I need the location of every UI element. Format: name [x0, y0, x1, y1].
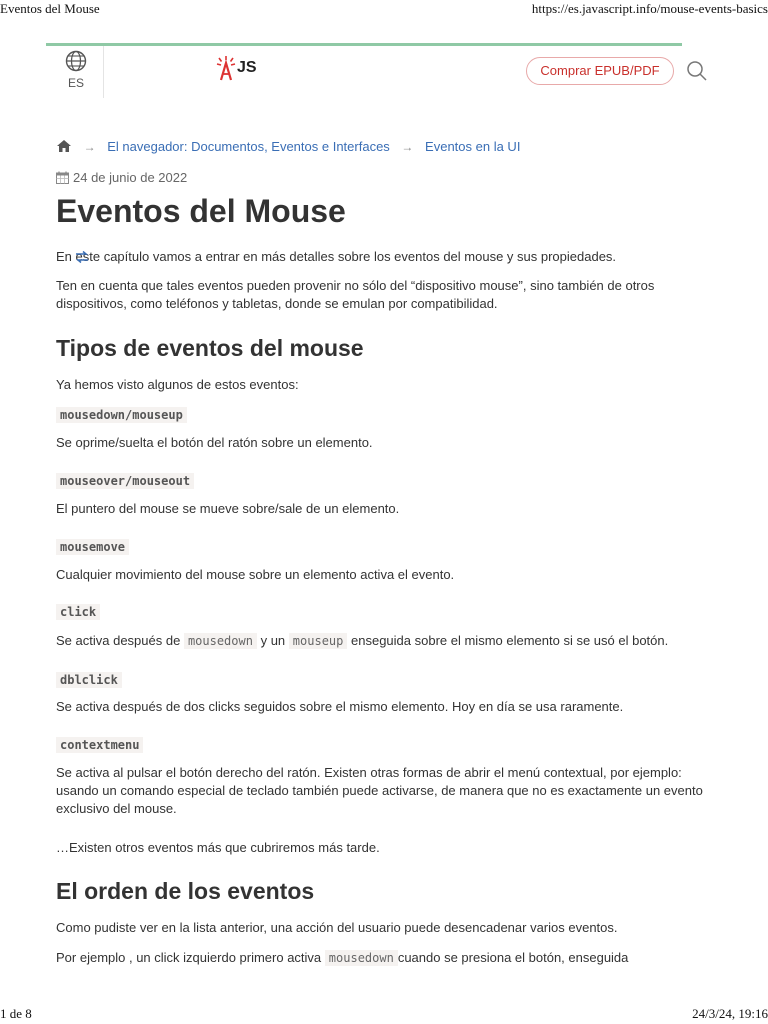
- print-title: Eventos del Mouse: [0, 1, 100, 16]
- click-desc-post: enseguida sobre el mismo elemento si se usó el botón.: [351, 633, 669, 648]
- event-desc-mousedown-mouseup: Se oprime/suelta el botón del ratón sobre un elemento.: [56, 435, 373, 450]
- event-desc-click: [56, 632, 716, 650]
- page-number: 1 de 8: [0, 1006, 32, 1021]
- section-heading-types: Tipos de eventos del mouse: [56, 335, 364, 361]
- breadcrumb: [56, 139, 520, 154]
- event-desc-contextmenu: Se activa al pulsar el botón derecho del ratón. Existen otras formas de abrir el menú contextual, por ejemplo: usando un comando especial de teclado también puede activarse, de manera que no es exactamente un evento exclusivo del mouse.: [56, 765, 703, 816]
- page-title: Eventos del Mouse: [56, 193, 346, 229]
- event-name-dblclick: dblclick: [56, 672, 122, 688]
- swap-arrows-icon: [74, 250, 90, 264]
- breadcrumb-link-browser[interactable]: El navegador: Documentos, Eventos e Interfaces: [107, 139, 390, 154]
- click-desc-pre: Se activa después de: [56, 633, 181, 648]
- inline-code-mousedown: mousedown: [325, 950, 398, 966]
- breadcrumb-link-ui-events[interactable]: Eventos en la UI: [425, 139, 521, 154]
- order-p2-post: cuando se presiona el botón, enseguida: [397, 950, 629, 965]
- print-header: [0, 0, 768, 18]
- event-name-contextmenu: contextmenu: [56, 737, 143, 753]
- calendar-icon: [56, 171, 69, 184]
- order-paragraph-2: [56, 949, 716, 967]
- intro-paragraph-2: Ten en cuenta que tales eventos pueden provenir no sólo del “dispositivo mouse”, sino también de otros dispositivos, como teléfonos y tabletas, donde se emulan por compatibilidad.: [56, 278, 655, 311]
- event-desc-mouseover-mouseout: El puntero del mouse se mueve sobre/sale de un elemento.: [56, 501, 400, 516]
- print-url: https://es.javascript.info/mouse-events-basics: [531, 1, 768, 16]
- globe-icon: [65, 50, 87, 72]
- article-date: [56, 170, 187, 185]
- top-accent-line: [46, 43, 682, 46]
- section-heading-order: El orden de los eventos: [56, 878, 315, 904]
- click-desc-mid: y un: [260, 633, 286, 648]
- breadcrumb-separator: →: [83, 140, 96, 154]
- event-desc-mousemove: Cualquier movimiento del mouse sobre un elemento activa el evento.: [56, 567, 455, 582]
- inline-code-mouseup: mouseup: [289, 633, 348, 649]
- site-logo[interactable]: [215, 54, 265, 82]
- date-text: 24 de junio de 2022: [73, 170, 188, 185]
- event-name-mouseover-mouseout: mouseover/mouseout: [56, 473, 194, 489]
- language-code: ES: [67, 76, 84, 90]
- logo-text: JS: [237, 59, 257, 76]
- breadcrumb-separator: →: [401, 140, 414, 154]
- order-paragraph-1: Como pudiste ver en la lista anterior, una acción del usuario puede desencadenar varios eventos.: [56, 920, 618, 935]
- event-name-mousemove: mousemove: [56, 539, 129, 555]
- search-icon[interactable]: [686, 60, 708, 82]
- section-lead: Ya hemos visto algunos de estos eventos:: [56, 377, 299, 392]
- event-name-mousedown-mouseup: mousedown/mouseup: [56, 407, 187, 423]
- language-selector[interactable]: [56, 50, 96, 90]
- header-divider: [103, 46, 104, 98]
- event-name-click: click: [56, 604, 100, 620]
- inline-code-mousedown: mousedown: [184, 633, 257, 649]
- buy-epub-pdf-button[interactable]: Comprar EPUB/PDF: [526, 57, 674, 85]
- print-footer: [0, 1006, 768, 1024]
- intro-paragraph-1: En este capítulo vamos a entrar en más detalles sobre los eventos del mouse y sus propiedades.: [56, 249, 617, 264]
- order-p2-pre: Por ejemplo , un click izquierdo primero activa: [56, 950, 322, 965]
- logo-icon: [215, 54, 237, 82]
- section-outro: …Existen otros eventos más que cubriremos más tarde.: [56, 840, 380, 855]
- event-desc-dblclick: Se activa después de dos clicks seguidos sobre el mismo elemento. Hoy en día se usa raramente.: [56, 699, 624, 714]
- print-datetime: 24/3/24, 19:16: [692, 1006, 768, 1021]
- home-icon[interactable]: [56, 139, 72, 153]
